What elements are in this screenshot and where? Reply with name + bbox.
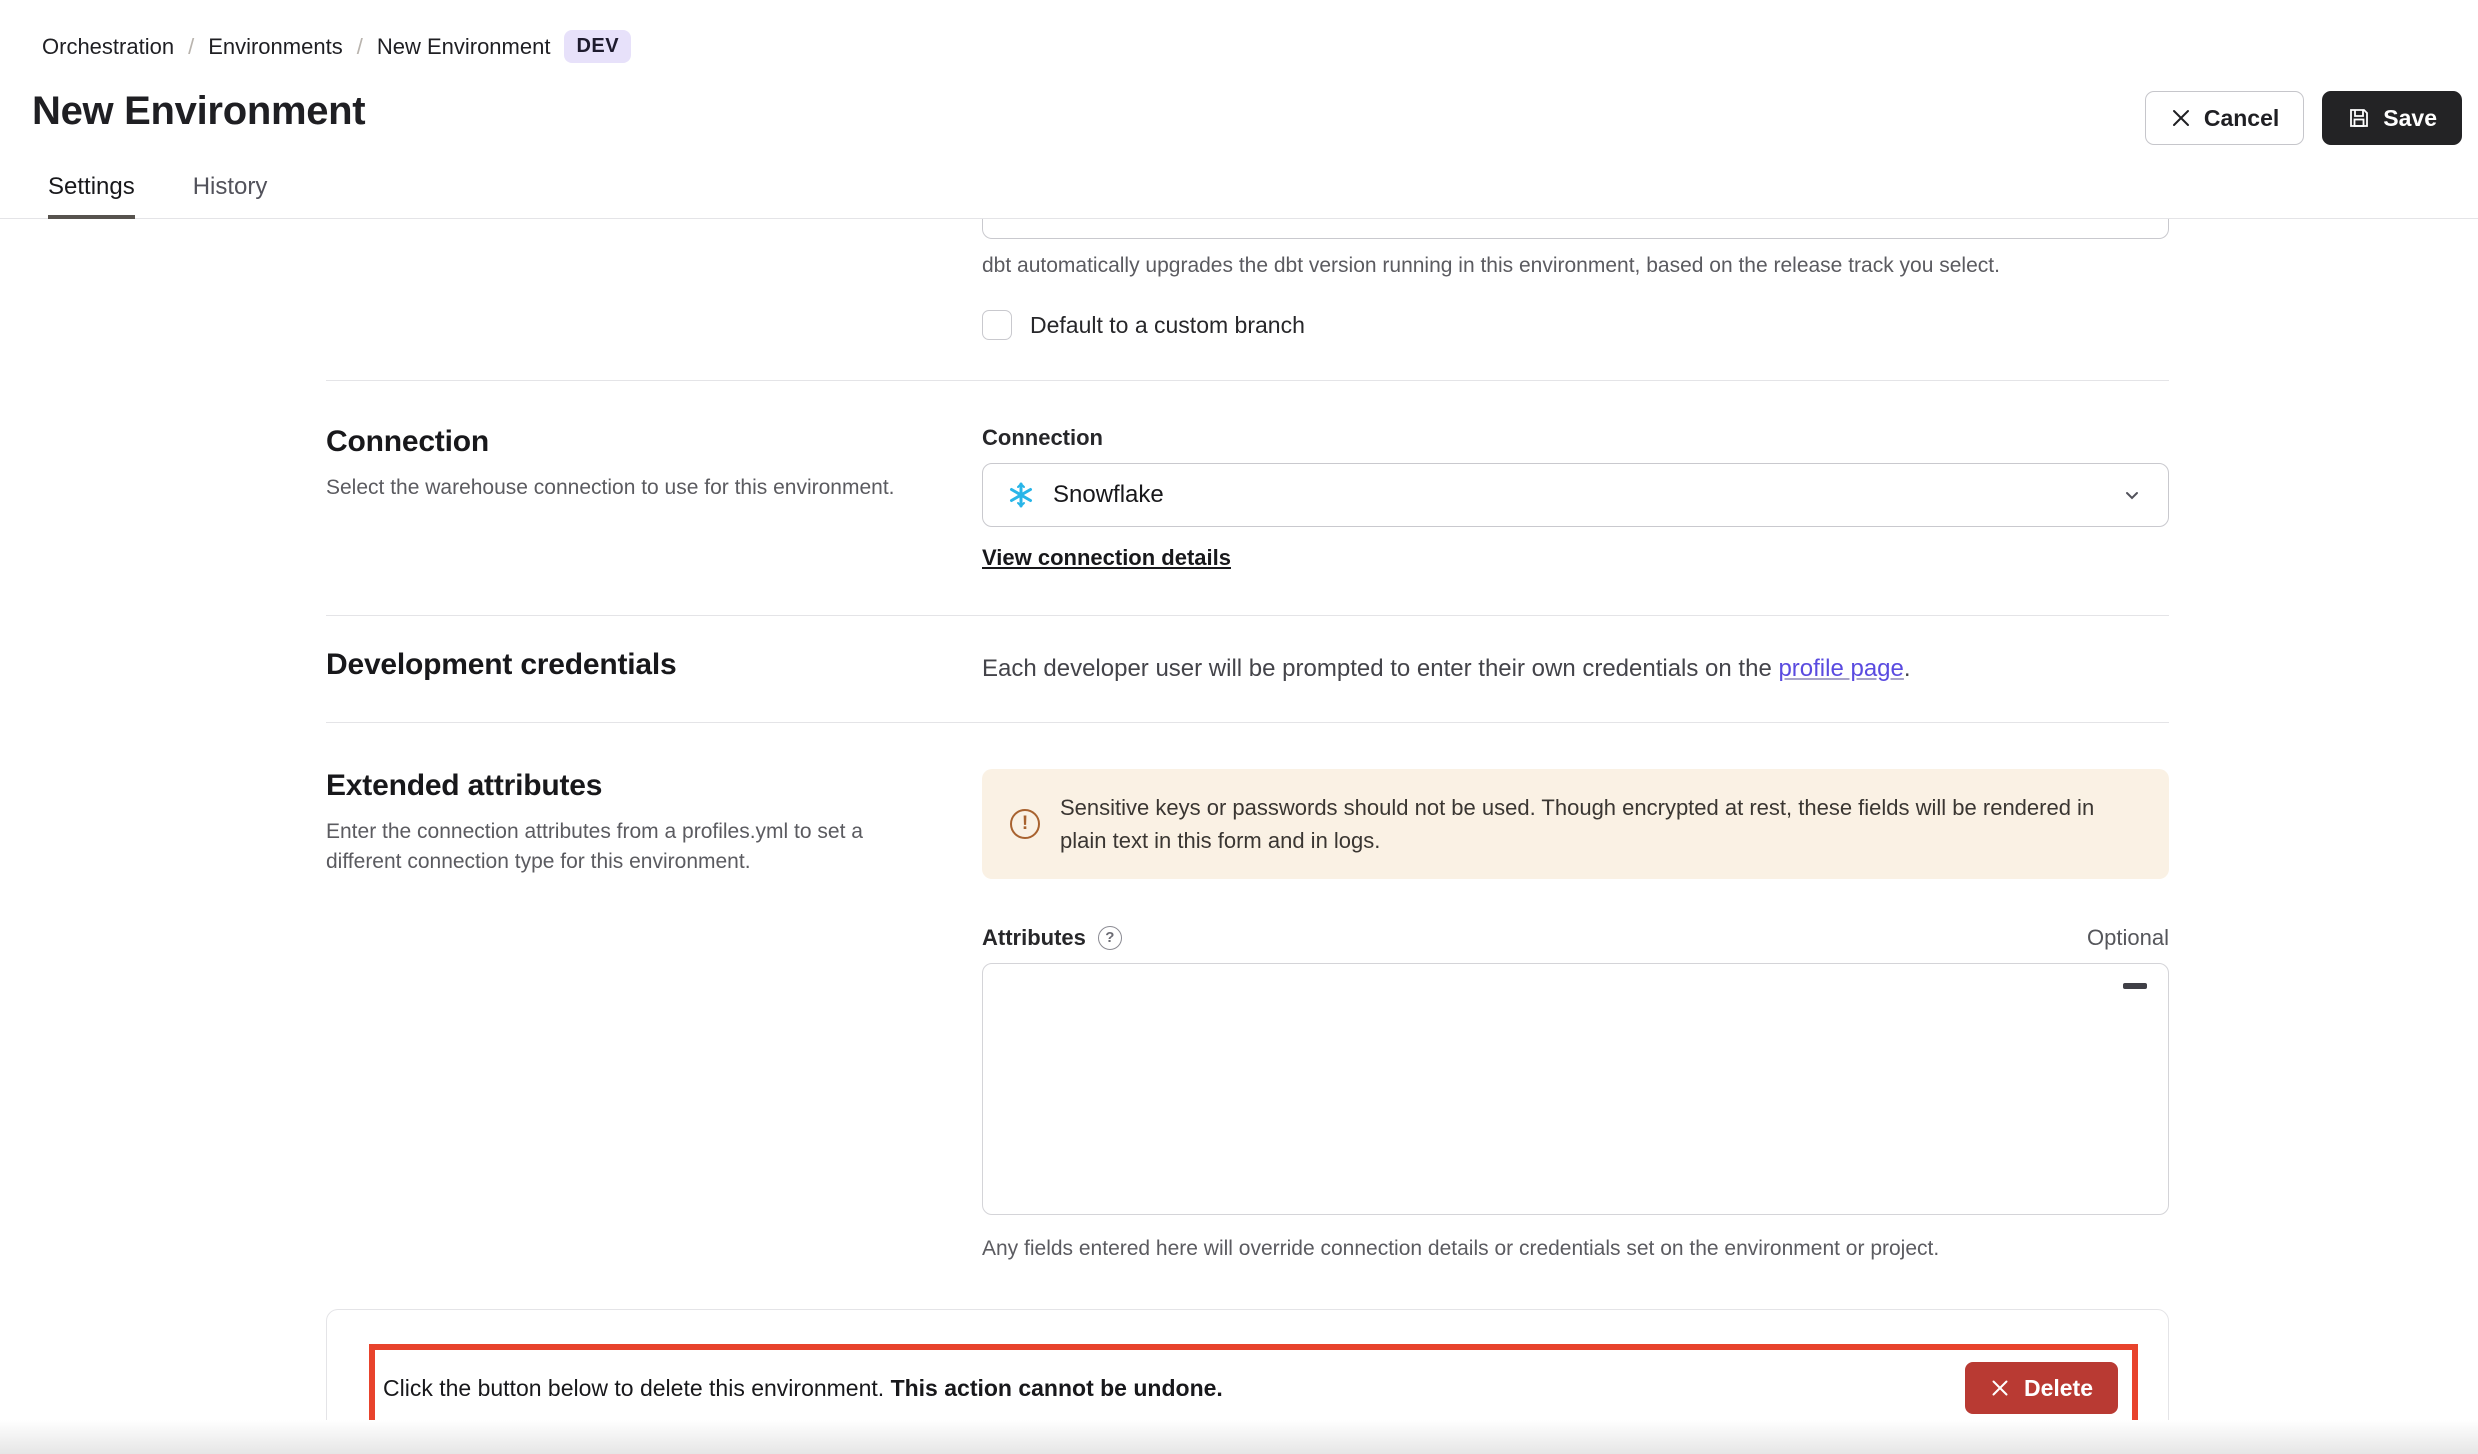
view-connection-details-link[interactable]: View connection details <box>982 545 1231 571</box>
delete-button[interactable] <box>1965 1362 2118 1414</box>
header-actions <box>2145 91 2462 145</box>
release-track-input-clipped[interactable] <box>982 219 2169 239</box>
delete-text-regular: Click the button below to delete this environment. <box>383 1374 891 1401</box>
floppy-save-icon <box>2347 106 2371 130</box>
connection-section-description: Select the warehouse connection to use for this environment. <box>326 476 895 500</box>
breadcrumb-item-environments[interactable]: Environments <box>208 33 343 59</box>
close-icon <box>2170 107 2192 129</box>
optional-label: Optional <box>2087 924 2169 950</box>
extended-section-heading: Extended attributes <box>326 768 603 802</box>
warning-text: Sensitive keys or passwords should not be used. Though encrypted at rest, these fields will be rendered in plain text in this form and in logs. <box>1060 794 2095 853</box>
attributes-field-label: Attributes <box>982 924 1086 950</box>
breadcrumb <box>0 0 2478 63</box>
chevron-down-icon <box>2120 483 2144 507</box>
save-button[interactable] <box>2322 91 2462 145</box>
page-bottom-fade <box>0 1420 2478 1454</box>
profile-page-link[interactable]: profile page <box>1778 655 1904 683</box>
divider <box>326 722 2169 723</box>
connection-select[interactable] <box>982 463 2169 527</box>
credentials-text-after: . <box>1903 655 1911 683</box>
snowflake-icon <box>1007 481 1035 509</box>
close-icon <box>1990 1378 2010 1398</box>
help-icon[interactable]: ? <box>1098 926 1122 950</box>
connection-select-value: Snowflake <box>1053 481 1164 509</box>
page-title: New Environment <box>32 89 366 133</box>
delete-text-bold: This action cannot be undone. <box>890 1374 1223 1401</box>
tab-history[interactable]: History <box>192 173 268 200</box>
release-track-helper: dbt automatically upgrades the dbt version running in this environment, based on the release track you select. <box>982 254 2000 277</box>
attributes-helper: Any fields entered here will override connection details or credentials set on the environment or project. <box>982 1236 1940 1260</box>
extended-section-description: Enter the connection attributes from a profiles.yml to set a different connection type for this environment. <box>326 819 863 874</box>
connection-section-heading: Connection <box>326 425 489 459</box>
credentials-text <box>982 648 2169 686</box>
delete-button-label: Delete <box>2023 1374 2093 1401</box>
connection-field-label: Connection <box>982 425 1103 451</box>
credentials-text-before: Each developer user will be prompted to enter their own credentials on the <box>982 655 1779 683</box>
breadcrumb-separator: / <box>356 33 363 59</box>
tab-settings[interactable]: Settings <box>48 173 135 219</box>
custom-branch-checkbox[interactable] <box>982 310 1012 340</box>
save-button-label: Save <box>2383 104 2437 131</box>
divider <box>326 380 2169 381</box>
warning-icon: ! <box>1010 809 1040 839</box>
delete-description <box>383 1375 1223 1402</box>
breadcrumb-item-orchestration[interactable]: Orchestration <box>42 33 175 59</box>
sensitive-keys-warning-banner <box>982 769 2169 879</box>
credentials-section-heading: Development credentials <box>326 648 677 682</box>
cancel-button[interactable] <box>2145 91 2304 145</box>
tab-bar <box>0 173 2478 219</box>
environment-type-badge: DEV <box>564 30 631 63</box>
breadcrumb-item-current: New Environment <box>376 33 551 59</box>
attributes-editor[interactable] <box>982 963 2169 1215</box>
custom-branch-checkbox-label: Default to a custom branch <box>1030 311 1305 338</box>
collapse-minus-icon[interactable] <box>2123 983 2147 989</box>
breadcrumb-separator: / <box>188 33 195 59</box>
cancel-button-label: Cancel <box>2203 104 2280 131</box>
